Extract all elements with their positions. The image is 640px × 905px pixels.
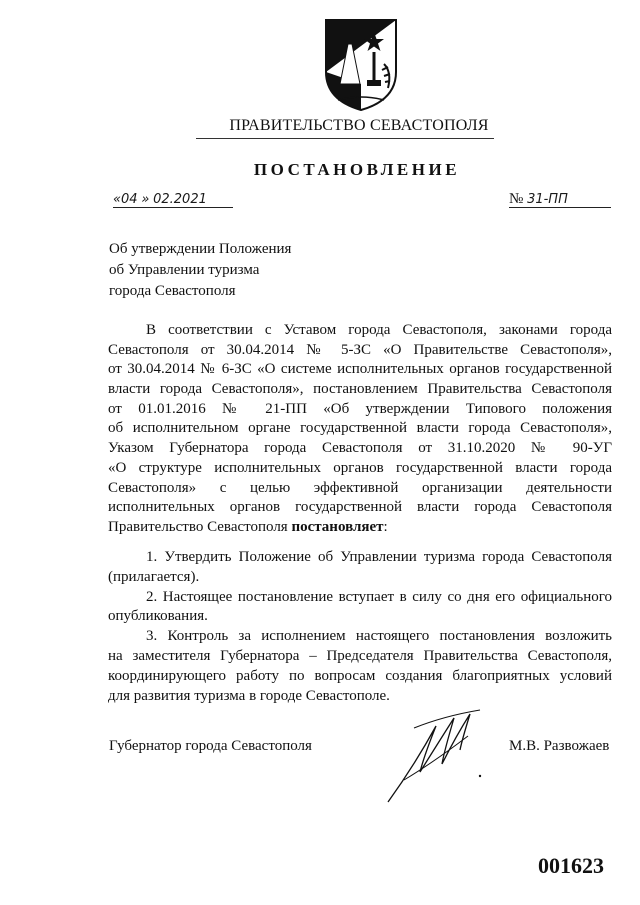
signatory-position: Губернатор города Севастополя	[109, 738, 312, 754]
preamble-line: В соответствии с Уставом города Севастополя, законами города	[146, 322, 612, 338]
item-line: 3. Контроль за исполнением настоящего постановления возложить	[146, 628, 612, 645]
coat-of-arms-icon	[318, 14, 404, 114]
preamble-line: «О структуре исполнительных органов государственной власти города	[108, 459, 612, 476]
preamble-final-line	[108, 518, 612, 538]
preamble-line: Указом Губернатора города Севастополя от 31.10.2020 № 90-УГ	[108, 440, 612, 457]
item-line: для развития туризма в городе Севастополе.	[108, 687, 390, 704]
item-line: опубликования.	[108, 608, 208, 625]
subject-line: города Севастополя	[109, 283, 236, 299]
preamble-line: об исполнительном органе государственной власти города Севастополя»,	[108, 420, 612, 437]
item-line: на заместителя Губернатора – Председателя Правительства Севастополя,	[108, 647, 612, 664]
item-line: 1. Утвердить Положение об Управлении туризма города Севастополя	[146, 549, 612, 565]
document-number	[509, 191, 611, 208]
date-month-year: 02.2021	[153, 192, 207, 207]
preamble-line: исполнительных органов государственной власти города Севастополя	[108, 499, 612, 516]
document-date	[113, 191, 233, 208]
number-prefix: №	[509, 191, 524, 207]
resolution-items	[108, 548, 612, 706]
resolves-colon: :	[383, 518, 388, 535]
preamble-line: от 30.04.2014 № 6-ЗС «О системе исполнительных органов государственной	[108, 361, 612, 378]
preamble-line: Севастополя» с целью эффективной организации деятельности	[108, 479, 612, 496]
serial-number: 001623	[538, 853, 604, 878]
date-day: 04	[121, 192, 138, 207]
subject-line: Об утверждении Положения	[109, 241, 292, 257]
preamble-line: Севастополя от 30.04.2014 № 5-ЗС «О Правительстве Севастополя»,	[108, 341, 612, 358]
signature-icon	[384, 706, 494, 806]
subject-line: об Управлении туризма	[109, 262, 260, 278]
date-close-quote: »	[141, 192, 150, 207]
item-line: координирующего работу по вопросам создания благоприятных условий	[108, 667, 612, 684]
header-divider	[196, 138, 494, 139]
signatory-name: М.В. Развожаев	[509, 738, 610, 754]
preamble-subject: Правительство Севастополя	[108, 518, 288, 535]
item-line: 2. Настоящее постановление вступает в силу со дня его официального	[146, 588, 612, 605]
document-type: ПОСТАНОВЛЕНИЕ	[253, 160, 461, 179]
document-subject	[109, 239, 291, 302]
preamble-line: от 01.01.2016 № 21-ПП «Об утверждении Типового положения	[108, 400, 612, 417]
preamble-line: власти города Севастополя», постановлением Правительства Севастополя	[108, 381, 612, 398]
resolves-word: постановляет	[291, 518, 384, 535]
preamble	[108, 321, 612, 538]
item-line: (прилагается).	[108, 568, 200, 585]
date-open-quote: «	[113, 192, 122, 207]
number-value: 31-ПП	[527, 192, 568, 207]
government-title: ПРАВИТЕЛЬСТВО СЕВАСТОПОЛЯ	[229, 117, 489, 134]
